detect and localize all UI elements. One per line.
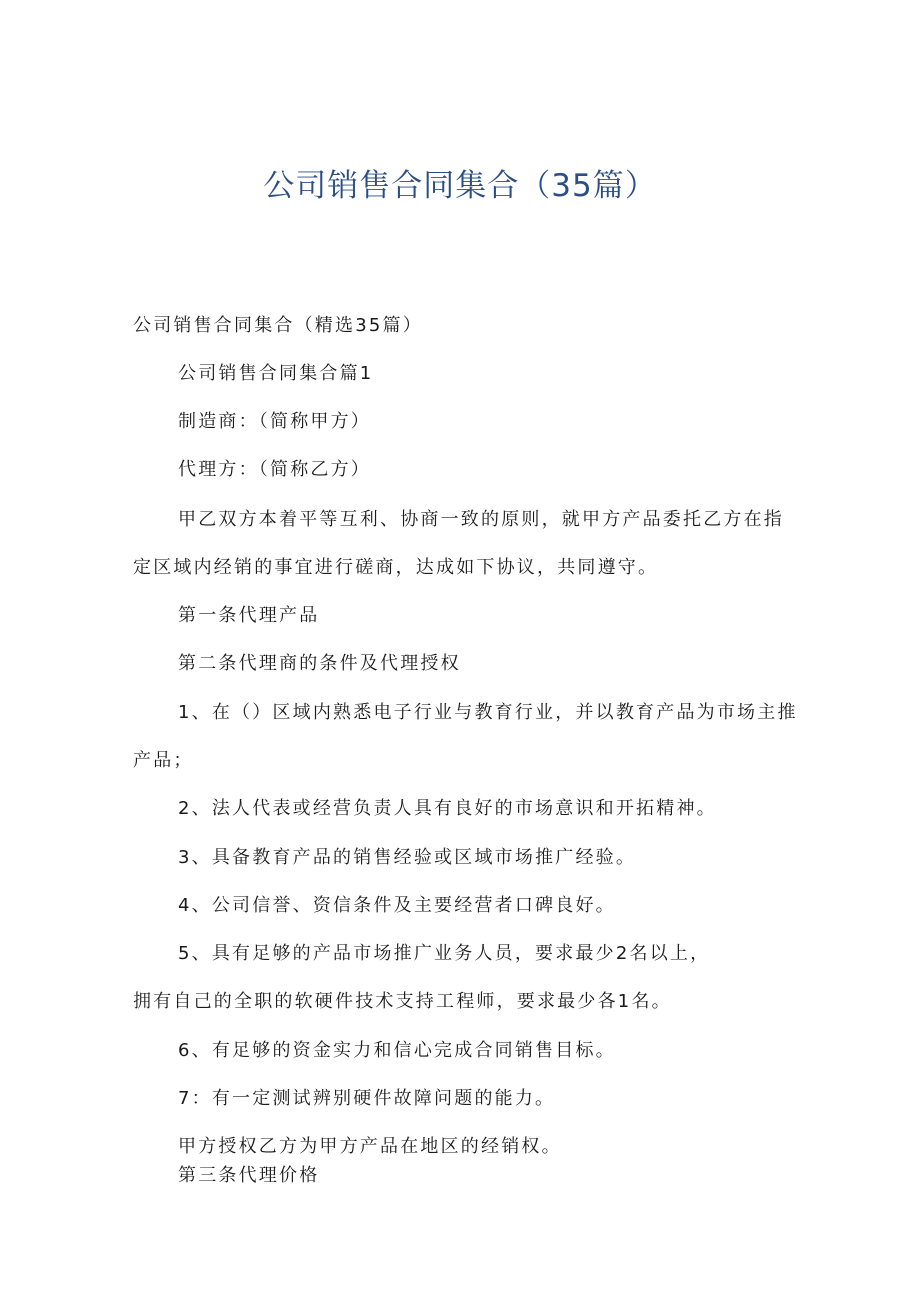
article-heading: 第一条代理产品 — [178, 605, 320, 626]
paragraph-line: 产品； — [133, 750, 194, 771]
paragraph-line: 代理方：（简称乙方） — [178, 459, 371, 480]
article-heading: 第三条代理价格 — [178, 1165, 320, 1186]
paragraph-line: 1、在（）区域内熟悉电子行业与教育行业，并以教育产品为市场主推 — [178, 702, 798, 723]
paragraph-line: 甲乙双方本着平等互利、协商一致的原则，就甲方产品委托乙方在指 — [178, 509, 784, 530]
document-title: 公司销售合同集合（35篇） — [263, 168, 657, 204]
paragraph-line: 拥有自己的全职的软硬件技术支持工程师，要求最少各1名。 — [133, 991, 672, 1012]
paragraph-line: 2、法人代表或经营负责人具有良好的市场意识和开拓精神。 — [178, 798, 717, 819]
paragraph-line: 3、具备教育产品的销售经验或区域市场推广经验。 — [178, 847, 637, 868]
article-heading: 第二条代理商的条件及代理授权 — [178, 653, 461, 674]
doc-subtitle: 公司销售合同集合（精选35篇） — [133, 315, 423, 336]
paragraph-line: 5、具有足够的产品市场推广业务人员，要求最少2名以上， — [178, 943, 711, 964]
paragraph-line: 6、有足够的资金实力和信心完成合同销售目标。 — [178, 1040, 616, 1061]
paragraph-line: 制造商：（简称甲方） — [178, 411, 371, 432]
paragraph-line: 7：有一定测试辨别硬件故障问题的能力。 — [178, 1088, 556, 1109]
paragraph-line: 甲方授权乙方为甲方产品在地区的经销权。 — [178, 1136, 562, 1157]
paragraph-line: 定区域内经销的事宜进行磋商，达成如下协议，共同遵守。 — [133, 557, 659, 578]
section-heading: 公司销售合同集合篇1 — [178, 363, 374, 384]
paragraph-line: 4、公司信誉、资信条件及主要经营者口碑良好。 — [178, 895, 616, 916]
